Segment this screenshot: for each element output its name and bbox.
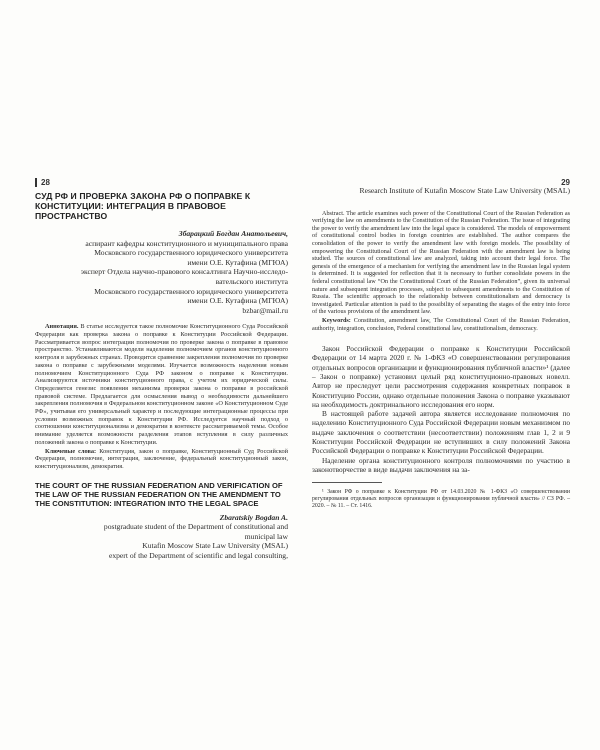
abstract-text: Abstract. The article examines such power of the Constitutional Court of the Russian Federation as verifying the law on amendments to the Constitution of the Russian Federation. The issue of integrating the power to verify the amendment law into the legal space is considered. The models of empowerment of constitutional control bodies in foreign countries are established. The author compares the consolidation of the power to verify the amendment law with foreign models. The possibility of empowering the Constitutional Court of the Russian Federation with the amendment law is being studied. The sources of constitutional law are analyzed, taking into account their legal force. The genesis of the emergence of a mechanism for verifying the amendment law in the Russian legal system is determined. It is suggested for reflection that it is necessary to further consolidate powers in the federal constitutional law “On the Constitutional Court of the Russian Federation”, given its universal nature and subsequent integration processes, subject to subsequent amendments to the Constitution of Russia. The scientific approach to the relationship between constitutionalism and democracy is investigated. Particular attention is paid to the possibility of separating the stages of the entry into force of the various provisions of the amendment law. bbox=[312, 209, 570, 316]
author-line-en: postgraduate student of the Department of constitutional and bbox=[103, 522, 288, 532]
keywords-text-en: Constitution, amendment law, The Constitutional Court of the Russian Federation, authority, integration, conclusion, Federal constitutional law, constitutionalism, democracy. bbox=[312, 316, 570, 332]
keywords-label-en: Keywords: bbox=[322, 316, 351, 324]
author-line-en: municipal law bbox=[244, 531, 288, 541]
abstract-en bbox=[312, 210, 570, 333]
author-name-ru: Збарацкий Богдан Анатольевич, bbox=[178, 229, 288, 238]
annotation-text: В статье исследуется такое полномочие Конституционного Суда Российской Федерации как проверка закона о поправке к Конституции Российской Федерации. Рассматривается вопрос интеграции полномочия по проверке закона о поправке в правовое пространство. Устанавливаются модели наделения полномочием органов конституционного контроля в зарубежных странах. Проводится сравнение закрепления полномочия по проверке закона о поправке с зарубежными моделями. Изучается возможность наделения новым полномочием Конституционного Суда РФ законом о поправке к Конституции. Анализируются источники конституционного права, с учетом их юридической силы. Определяется генезис появления механизма проверки закона о поправке в российской правовой системе. Предлагается для осмысления вывод о необходимости дальнейшего закрепления полномочия в Федеральном конституционном законе «О Конституционном Суде РФ», учитывая его универсальный характер и последующие интеграционные процессы при условии возможных поправок к Конституции РФ. Исследуется научный подход о соотношении конституционализма и демократии в контексте рассматриваемой темы. Особое внимание уделяется возможности разделения этапов вступления в силу различных положений закона о поправке к Конституции. bbox=[35, 323, 289, 446]
keywords-ru bbox=[35, 448, 288, 471]
author-line: имени О.Е. Кутафина (МГЮА) bbox=[187, 257, 288, 267]
article-title-en: THE COURT OF THE RUSSIAN FEDERATION AND VERIFICATION OF THE LAW OF THE RUSSIAN FEDERATION ON THE AMENDMENT TO THE CONSTITUTION: INTEGRATION INTO THE LEGAL SPACE bbox=[35, 480, 283, 508]
author-line: имени О.Е. Кутафина (МГЮА) bbox=[187, 296, 288, 306]
annotation-ru bbox=[35, 323, 288, 446]
author-email: bzbar@mail.ru bbox=[242, 305, 288, 315]
author-block-en bbox=[35, 513, 288, 561]
body-text-ru bbox=[312, 344, 570, 474]
author-line-en: Kutafin Moscow State Law University (MSAL) bbox=[142, 541, 288, 551]
author-line: вательского института bbox=[215, 276, 288, 286]
author-line: эксперт Отдела научно-правового консалтинга Научно-исследо- bbox=[80, 267, 288, 277]
keywords-label-ru: Ключевые слова: bbox=[45, 447, 97, 455]
institute-line: Research Institute of Kutafin Moscow State Law University (MSAL) bbox=[359, 186, 570, 195]
author-line: Московского государственного юридического университета bbox=[94, 248, 288, 258]
footnote: ¹ Закон РФ о поправке к Конституции РФ от 14.03.2020 № 1-ФКЗ «О совершенствовании регулирования отдельных вопросов организации и функционирования публичной власти» // СЗ РФ. – 2020. – № 11. – Ст. 1416. bbox=[312, 489, 570, 510]
body-paragraph: Закон Российской Федерации о поправке к Конституции Российской Федерации от 14 марта 2020 г. № 1-ФКЗ «О совершенствовании регулирования отдельных вопросов организации и функционирования публичной власти»¹ (далее – Закон о поправке) установил целый ряд конституционно-правовых новелл. Автор не преследует цели рассмотрения содержания конкретных поправок в Конституцию России, однако отдельные положения Закона о поправке указывают на необходимость доктринального исследования его норм. bbox=[312, 344, 570, 409]
author-line-en: expert of the Department of scientific and legal consulting, bbox=[108, 551, 288, 561]
footnote-divider bbox=[312, 482, 382, 483]
author-name-en: Zbaratskiy Bogdan A. bbox=[219, 512, 288, 522]
right-page bbox=[300, 0, 600, 750]
author-block-ru bbox=[35, 229, 288, 315]
keywords-text-ru: Конституция, закон о поправке, Конституционный Суд Российской Федерации, полномочие, интеграция, заключение, федеральный конституционный закон, конституционализм, демократия. bbox=[35, 447, 288, 470]
page-number-right: 29 bbox=[561, 178, 570, 187]
keywords-en bbox=[312, 317, 570, 332]
annotation-label: Аннотация. bbox=[45, 323, 79, 331]
author-line: аспирант кафедры конституционного и муниципального права bbox=[85, 238, 288, 248]
article-title-ru: СУД РФ И ПРОВЕРКА ЗАКОНА РФ О ПОПРАВКЕ К КОНСТИТУЦИИ: ИНТЕГРАЦИЯ В ПРАВОВОЕ ПРОСТРАНСТВО bbox=[35, 191, 251, 221]
author-line: Московского государственного юридического университета bbox=[94, 286, 288, 296]
body-paragraph: Наделение органа конституционного контроля полномочиями по участию в законотворчестве в виде выдачи заключения на за- bbox=[312, 455, 570, 474]
page-number-left: 28 bbox=[35, 178, 50, 187]
body-paragraph: В настоящей работе задачей автора является исследование полномочия по наделению Конституционного Суда Российской Федерации новым механизмом по выдаче заключения о соответствии (несоответствии) положениям глав 1, 2 и 9 Конституции Российской Федерации не вступивших в силу положений Закона Российской Федерации о поправке к Конституции Российской Федерации. bbox=[312, 409, 570, 456]
